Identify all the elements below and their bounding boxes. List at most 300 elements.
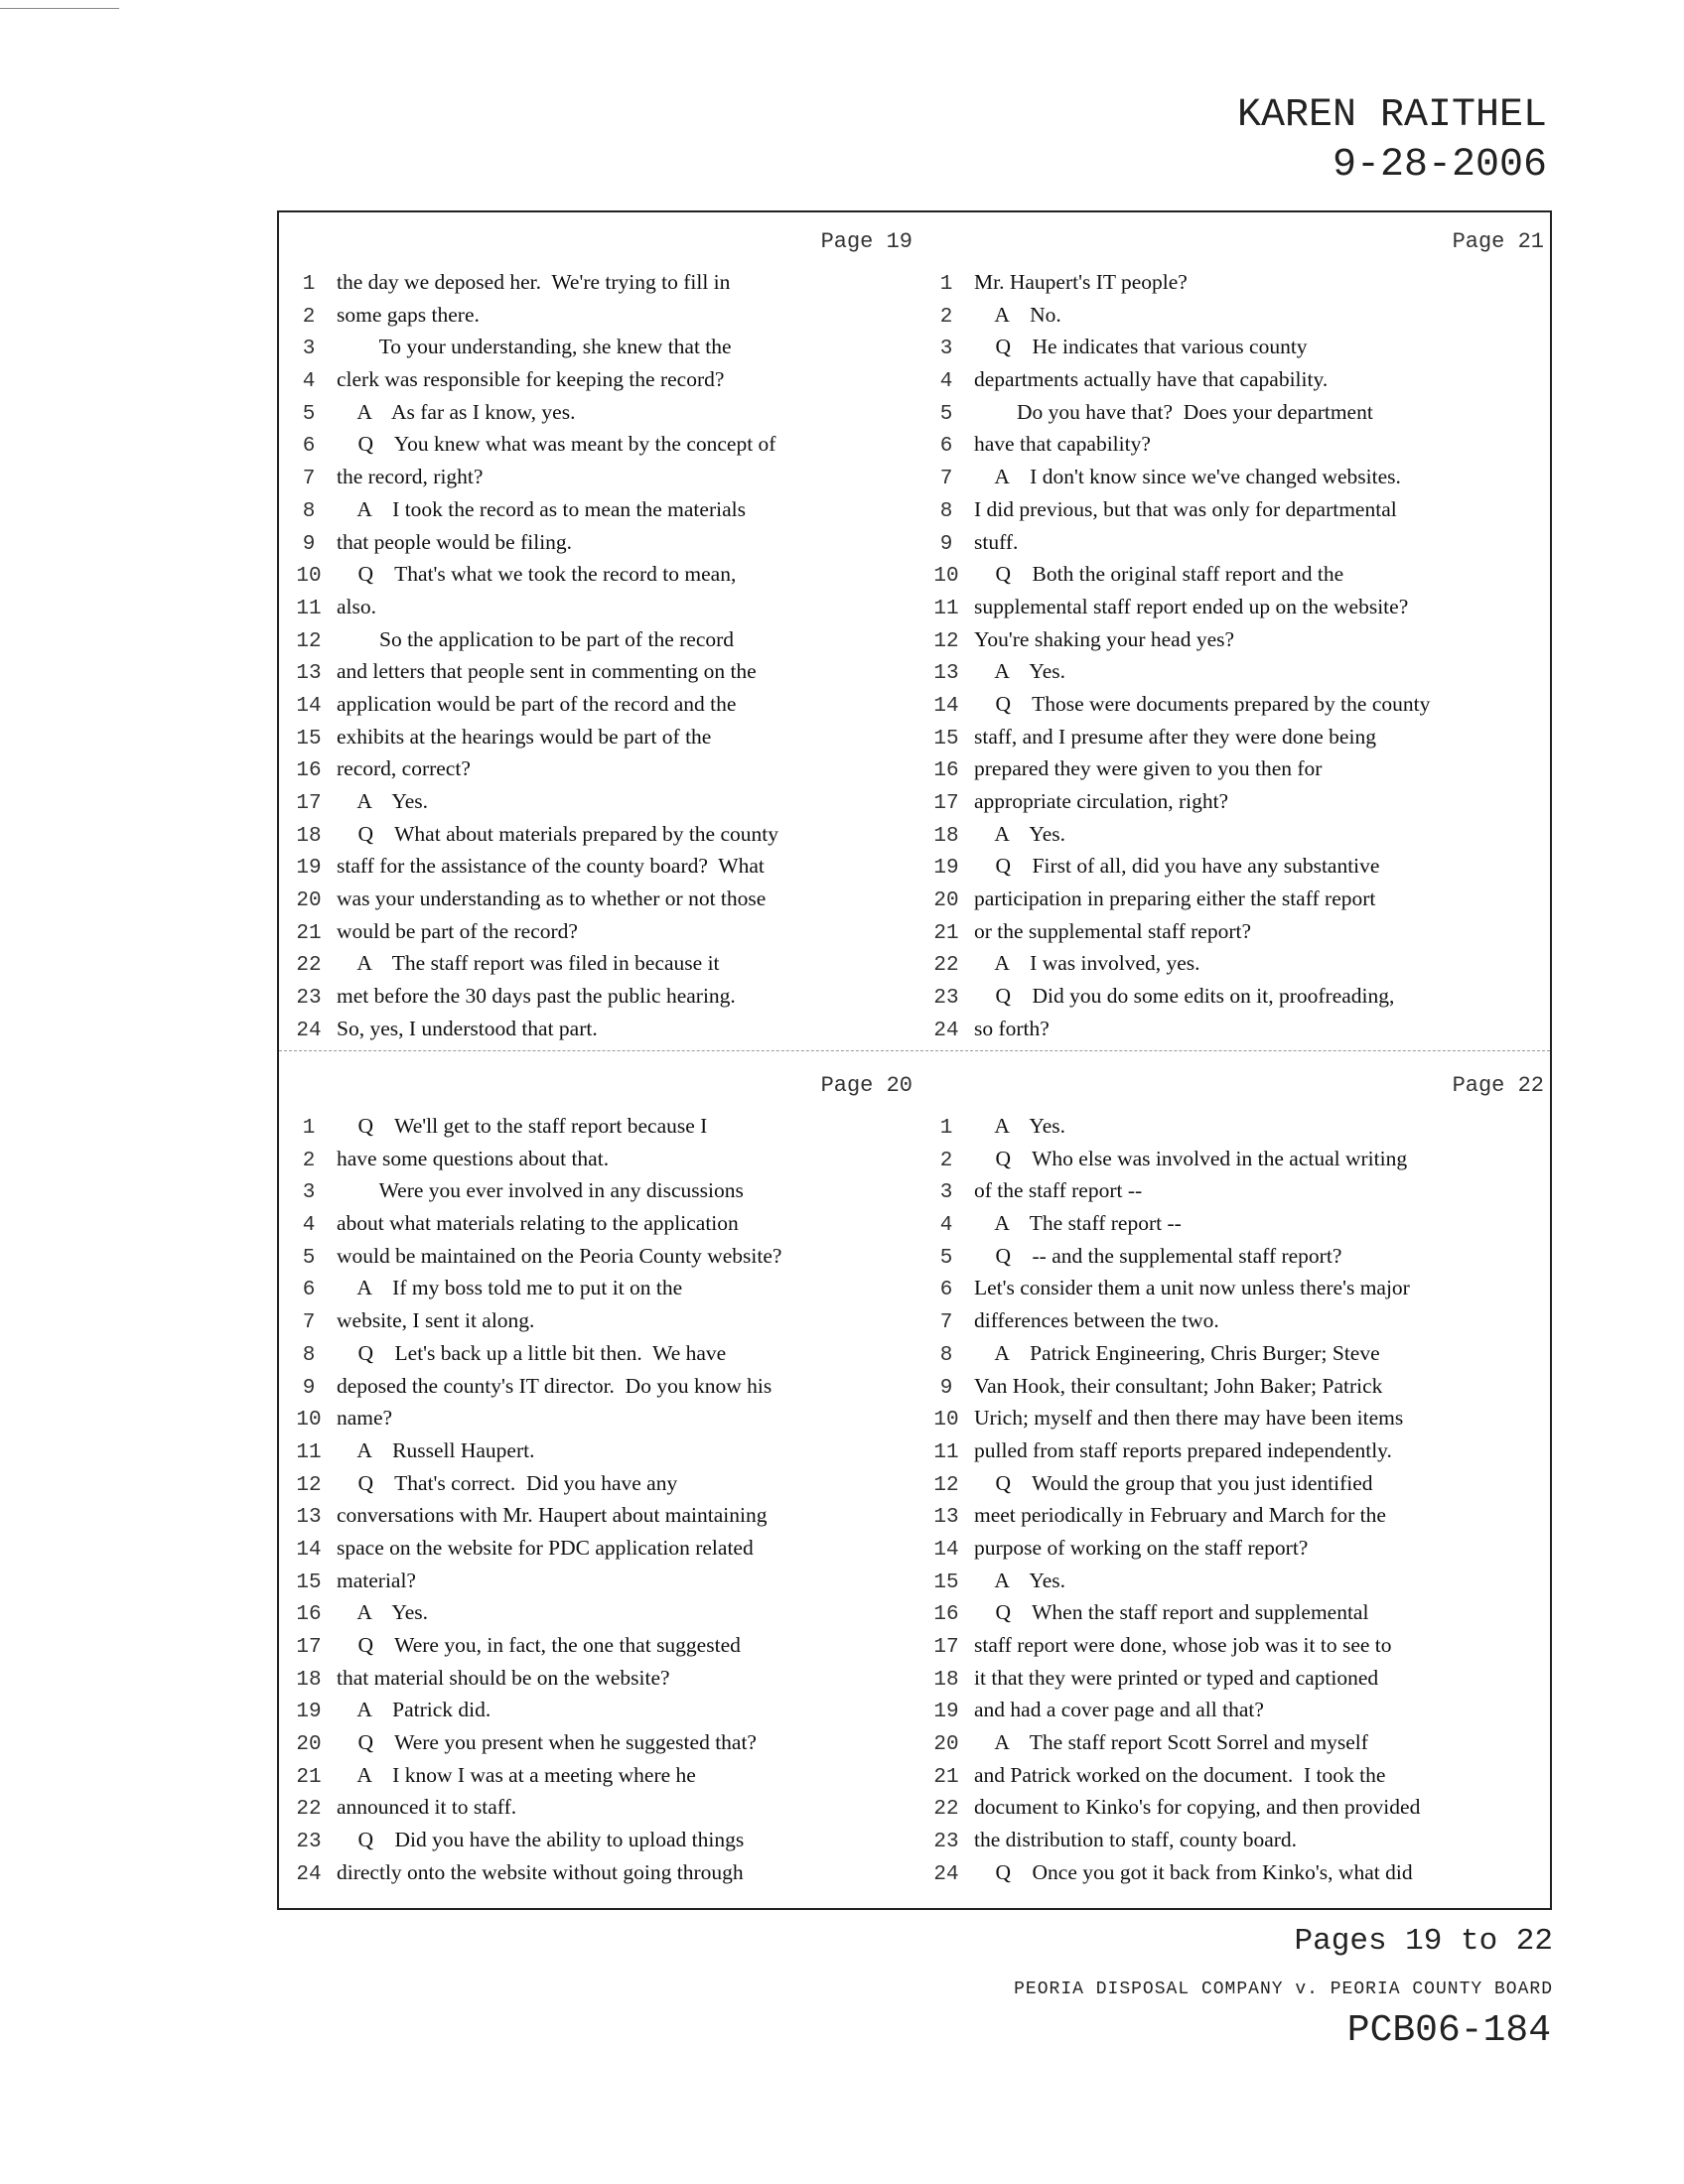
line-text: Q -- and the supplemental staff report? — [974, 1243, 1342, 1268]
line-number: 13 — [933, 1506, 959, 1530]
line-number: 1 — [939, 273, 953, 296]
page-label: Page 20 — [820, 1073, 912, 1098]
line-number: 7 — [302, 468, 316, 491]
transcript-line — [287, 270, 918, 303]
line-text: application would be part of the record and the — [337, 691, 737, 716]
line-number: 12 — [933, 629, 959, 653]
line-text: Q Those were documents prepared by the county — [974, 691, 1431, 716]
line-number: 2 — [302, 305, 316, 329]
transcript-line — [924, 1795, 1550, 1828]
transcript-line — [287, 1503, 918, 1536]
transcript-line — [924, 1633, 1550, 1666]
line-number: 6 — [939, 435, 953, 459]
line-text: A The staff report Scott Sorrel and myself — [974, 1730, 1368, 1755]
transcript-line — [287, 756, 918, 789]
line-number: 9 — [302, 1376, 316, 1400]
line-number: 20 — [296, 889, 322, 913]
line-number: 18 — [933, 1668, 959, 1692]
line-text: pulled from staff reports prepared independently. — [974, 1437, 1392, 1462]
line-text: Q Were you, in fact, the one that suggested — [337, 1633, 741, 1657]
line-text: meet periodically in February and March for the — [974, 1503, 1386, 1528]
line-number: 10 — [933, 1409, 959, 1433]
line-text: A Yes. — [974, 1114, 1066, 1138]
line-number: 3 — [939, 1181, 953, 1205]
transcript-frame — [277, 210, 1552, 1910]
line-number: 1 — [302, 1117, 316, 1140]
line-text: that material should be on the website? — [337, 1665, 670, 1690]
transcript-line — [287, 432, 918, 465]
line-number: 8 — [302, 1343, 316, 1367]
line-number: 10 — [296, 1409, 322, 1433]
line-number: 3 — [302, 1181, 316, 1205]
transcript-line — [924, 822, 1550, 855]
line-text: so forth? — [974, 1016, 1050, 1040]
transcript-line — [287, 1406, 918, 1438]
line-text: Q First of all, did you have any substantive — [974, 854, 1380, 879]
transcript-line — [287, 1017, 918, 1049]
line-number: 2 — [939, 1149, 953, 1172]
line-number: 13 — [296, 1506, 322, 1530]
transcript-line — [287, 1666, 918, 1699]
line-number: 16 — [933, 759, 959, 783]
line-text: A I know I was at a meeting where he — [337, 1762, 696, 1787]
line-number: 14 — [296, 1538, 322, 1562]
transcript-line — [287, 919, 918, 952]
line-number: 6 — [302, 435, 316, 459]
line-text: the distribution to staff, county board. — [974, 1828, 1298, 1852]
line-number: 4 — [939, 370, 953, 394]
line-number: 4 — [939, 1214, 953, 1238]
line-text: have that capability? — [974, 432, 1151, 457]
transcript-line — [287, 303, 918, 336]
transcript-line — [924, 692, 1550, 725]
line-number: 20 — [933, 889, 959, 913]
transcript-line — [287, 1374, 918, 1407]
case-caption: PEORIA DISPOSAL COMPANY v. PEORIA COUNTY BOARD — [1014, 1979, 1553, 1999]
line-text: name? — [337, 1406, 393, 1431]
line-number: 12 — [296, 1473, 322, 1497]
line-text: Q Both the original staff report and the — [974, 562, 1344, 587]
transcript-line — [924, 1471, 1550, 1504]
transcript-line — [924, 1600, 1550, 1633]
transcript-line — [287, 659, 918, 692]
deposition-date: 9-28-2006 — [1332, 143, 1547, 188]
line-text: of the staff report -- — [974, 1178, 1143, 1203]
transcript-page — [924, 1068, 1550, 1893]
line-number: 1 — [939, 1117, 953, 1140]
transcript-line — [287, 627, 918, 660]
transcript-line — [924, 854, 1550, 887]
line-text: record, correct? — [337, 756, 471, 781]
line-number: 8 — [302, 499, 316, 523]
transcript-line — [924, 562, 1550, 595]
transcript-line — [287, 1211, 918, 1244]
line-text: Q That's what we took the record to mean, — [337, 562, 737, 587]
transcript-line — [924, 659, 1550, 692]
transcript-line — [287, 1438, 918, 1471]
case-number: PCB06-184 — [1346, 2009, 1551, 2052]
line-text: Q When the staff report and supplemental — [974, 1600, 1369, 1625]
transcript-line — [287, 854, 918, 887]
line-number: 12 — [296, 629, 322, 653]
line-text: about what materials relating to the application — [337, 1211, 739, 1236]
transcript-line — [924, 725, 1550, 757]
line-number: 10 — [933, 565, 959, 589]
transcript-line — [924, 1828, 1550, 1860]
transcript-page — [924, 224, 1550, 1049]
transcript-line — [924, 303, 1550, 336]
line-text: Mr. Haupert's IT people? — [974, 270, 1188, 294]
line-text: A As far as I know, yes. — [337, 399, 576, 424]
line-text: and letters that people sent in commenting on the — [337, 659, 757, 684]
transcript-line — [924, 530, 1550, 563]
line-number: 24 — [296, 1019, 322, 1042]
transcript-line — [287, 1536, 918, 1569]
transcript-line — [924, 1244, 1550, 1277]
transcript-line — [287, 400, 918, 433]
line-number: 1 — [302, 273, 316, 296]
top-rule — [0, 8, 119, 9]
transcript-line — [287, 1471, 918, 1504]
page-label: Page 22 — [1452, 1073, 1544, 1098]
transcript-line — [287, 1114, 918, 1147]
transcript-line — [924, 1860, 1550, 1893]
transcript-line — [924, 432, 1550, 465]
line-text: Q What about materials prepared by the county — [337, 821, 778, 846]
line-number: 18 — [296, 824, 322, 848]
line-number: 15 — [933, 1570, 959, 1594]
line-text: staff report were done, whose job was it to see to — [974, 1633, 1392, 1657]
line-number: 21 — [933, 1765, 959, 1789]
line-number: 17 — [296, 792, 322, 815]
line-number: 18 — [933, 824, 959, 848]
line-text: it that they were printed or typed and captioned — [974, 1665, 1379, 1690]
transcript-line — [924, 1698, 1550, 1730]
page-label: Page 19 — [820, 229, 912, 254]
line-number: 4 — [302, 1214, 316, 1238]
line-text: Q We'll get to the staff report because I — [337, 1114, 708, 1138]
transcript-line — [287, 562, 918, 595]
line-text: Q Did you have the ability to upload things — [337, 1828, 745, 1852]
line-number: 5 — [939, 402, 953, 426]
transcript-line — [287, 1341, 918, 1374]
transcript-line — [924, 367, 1550, 400]
line-number: 23 — [933, 987, 959, 1011]
line-number: 2 — [939, 305, 953, 329]
transcript-line — [287, 497, 918, 530]
line-text: A I don't know since we've changed websites. — [974, 465, 1401, 489]
line-number: 16 — [933, 1603, 959, 1627]
line-number: 6 — [939, 1279, 953, 1302]
line-text: clerk was responsible for keeping the record? — [337, 367, 725, 392]
transcript-line — [924, 1178, 1550, 1211]
line-text: A If my boss told me to put it on the — [337, 1276, 683, 1300]
line-text: participation in preparing either the staff report — [974, 887, 1376, 911]
line-text: supplemental staff report ended up on the website? — [974, 594, 1409, 618]
transcript-line — [924, 951, 1550, 984]
line-text: met before the 30 days past the public hearing. — [337, 984, 736, 1009]
line-number: 11 — [296, 597, 322, 620]
transcript-line — [924, 1276, 1550, 1308]
line-number: 13 — [933, 662, 959, 686]
line-number: 3 — [939, 338, 953, 361]
deponent-name: KAREN RAITHEL — [1236, 93, 1547, 138]
transcript-line — [287, 1763, 918, 1796]
transcript-line — [287, 1308, 918, 1341]
line-text: A Yes. — [974, 821, 1066, 846]
transcript-line — [287, 984, 918, 1017]
transcript-line — [924, 789, 1550, 822]
line-text: So, yes, I understood that part. — [337, 1016, 598, 1040]
line-text: deposed the county's IT director. Do you know his — [337, 1373, 772, 1398]
line-text: A Yes. — [974, 1568, 1066, 1592]
line-number: 7 — [302, 1311, 316, 1335]
line-number: 13 — [296, 662, 322, 686]
transcript-line — [924, 335, 1550, 367]
transcript-line — [924, 497, 1550, 530]
transcript-line — [924, 1017, 1550, 1049]
transcript-line — [287, 595, 918, 627]
line-number: 7 — [939, 468, 953, 491]
transcript-lines — [924, 270, 1550, 1049]
line-text: the day we deposed her. We're trying to fill in — [337, 270, 731, 294]
line-number: 15 — [296, 1570, 322, 1594]
line-number: 17 — [933, 1636, 959, 1659]
transcript-line — [924, 400, 1550, 433]
transcript-line — [924, 1308, 1550, 1341]
transcript-line — [287, 1730, 918, 1763]
transcript-line — [924, 1730, 1550, 1763]
line-text: A Russell Haupert. — [337, 1437, 535, 1462]
line-text: So the application to be part of the record — [337, 626, 735, 651]
line-number: 23 — [296, 1831, 322, 1854]
line-text: Q Did you do some edits on it, proofreading, — [974, 984, 1395, 1009]
line-number: 17 — [933, 792, 959, 815]
line-text: Q Once you got it back from Kinko's, what did — [974, 1859, 1413, 1884]
transcript-line — [924, 1438, 1550, 1471]
line-text: or the supplemental staff report? — [974, 918, 1252, 943]
transcript-line — [287, 530, 918, 563]
line-text: announced it to staff. — [337, 1795, 517, 1820]
line-text: A The staff report was filed in because it — [337, 951, 720, 976]
line-text: A The staff report -- — [974, 1211, 1182, 1236]
transcript-line — [287, 1178, 918, 1211]
transcript-line — [287, 692, 918, 725]
line-text: prepared they were given to you then for — [974, 756, 1323, 781]
transcript-line — [924, 984, 1550, 1017]
line-text: departments actually have that capability. — [974, 367, 1329, 392]
line-text: A No. — [974, 302, 1061, 327]
line-number: 9 — [939, 532, 953, 556]
transcript-line — [924, 1569, 1550, 1601]
transcript-line — [924, 627, 1550, 660]
line-text: document to Kinko's for copying, and then provided — [974, 1795, 1421, 1820]
transcript-line — [287, 1569, 918, 1601]
line-number: 8 — [939, 1343, 953, 1367]
line-text: A I took the record as to mean the materials — [337, 496, 746, 521]
line-text: Q Who else was involved in the actual writing — [974, 1146, 1408, 1170]
transcript-line — [287, 367, 918, 400]
transcript-lines — [287, 270, 918, 1049]
transcript-line — [287, 1600, 918, 1633]
transcript-lines — [287, 1114, 918, 1893]
transcript-line — [924, 1374, 1550, 1407]
line-text: exhibits at the hearings would be part of the — [337, 724, 712, 749]
transcript-line — [287, 1244, 918, 1277]
transcript-line — [287, 1147, 918, 1179]
line-number: 19 — [933, 1701, 959, 1724]
line-text: material? — [337, 1568, 416, 1592]
line-number: 22 — [296, 1798, 322, 1822]
transcript-line — [287, 887, 918, 919]
line-number: 8 — [939, 499, 953, 523]
line-text: directly onto the website without going through — [337, 1859, 744, 1884]
line-number: 23 — [296, 987, 322, 1011]
line-number: 19 — [296, 1701, 322, 1724]
line-number: 6 — [302, 1279, 316, 1302]
transcript-line — [287, 951, 918, 984]
line-number: 16 — [296, 759, 322, 783]
line-text: Q Were you present when he suggested that? — [337, 1730, 757, 1755]
line-number: 15 — [296, 727, 322, 751]
transcript-line — [287, 335, 918, 367]
line-number: 15 — [933, 727, 959, 751]
line-text: stuff. — [974, 529, 1019, 554]
line-number: 12 — [933, 1473, 959, 1497]
line-text: To your understanding, she knew that the — [337, 335, 732, 359]
line-text: Van Hook, their consultant; John Baker; Patrick — [974, 1373, 1383, 1398]
transcript-line — [924, 1536, 1550, 1569]
transcript-line — [924, 1503, 1550, 1536]
line-text: purpose of working on the staff report? — [974, 1535, 1309, 1560]
line-text: Q Would the group that you just identified — [974, 1470, 1373, 1495]
line-text: and had a cover page and all that? — [974, 1698, 1264, 1722]
transcript-line — [924, 1147, 1550, 1179]
transcript-line — [924, 1763, 1550, 1796]
line-number: 2 — [302, 1149, 316, 1172]
line-text: Q He indicates that various county — [974, 335, 1308, 359]
page-divider — [279, 1050, 1550, 1051]
page-range: Pages 19 to 22 — [1294, 1924, 1553, 1959]
line-number: 7 — [939, 1311, 953, 1335]
line-text: Q Let's back up a little bit then. We have — [337, 1340, 727, 1365]
line-text: A Patrick Engineering, Chris Burger; Steve — [974, 1340, 1380, 1365]
line-text: that people would be filing. — [337, 529, 573, 554]
line-number: 11 — [933, 1440, 959, 1464]
line-number: 14 — [296, 694, 322, 718]
line-number: 24 — [296, 1862, 322, 1886]
transcript-line — [924, 1666, 1550, 1699]
line-text: Q You knew what was meant by the concept of — [337, 432, 776, 457]
line-number: 20 — [933, 1733, 959, 1757]
line-text: You're shaking your head yes? — [974, 626, 1235, 651]
line-number: 23 — [933, 1831, 959, 1854]
line-text: appropriate circulation, right? — [974, 789, 1229, 813]
line-number: 11 — [933, 597, 959, 620]
line-number: 9 — [302, 532, 316, 556]
line-text: and Patrick worked on the document. I took the — [974, 1762, 1386, 1787]
transcript-line — [924, 1406, 1550, 1438]
transcript-line — [924, 595, 1550, 627]
transcript-line — [924, 756, 1550, 789]
line-number: 19 — [296, 857, 322, 881]
line-text: some gaps there. — [337, 302, 480, 327]
transcript-line — [287, 1860, 918, 1893]
page-label: Page 21 — [1452, 229, 1544, 254]
line-number: 10 — [296, 565, 322, 589]
line-number: 24 — [933, 1019, 959, 1042]
line-number: 4 — [302, 370, 316, 394]
line-number: 21 — [296, 1765, 322, 1789]
line-text: A Yes. — [337, 789, 429, 813]
transcript-line — [924, 1341, 1550, 1374]
line-text: conversations with Mr. Haupert about maintaining — [337, 1503, 768, 1528]
line-text: the record, right? — [337, 465, 484, 489]
line-number: 22 — [933, 954, 959, 978]
line-number: 21 — [933, 921, 959, 945]
transcript-line — [924, 1211, 1550, 1244]
transcript-line — [287, 822, 918, 855]
line-text: Q That's correct. Did you have any — [337, 1470, 678, 1495]
line-number: 16 — [296, 1603, 322, 1627]
line-text: Do you have that? Does your department — [974, 399, 1373, 424]
line-number: 20 — [296, 1733, 322, 1757]
transcript-line — [287, 1795, 918, 1828]
transcript-line — [924, 919, 1550, 952]
line-text: Let's consider them a unit now unless there's major — [974, 1276, 1410, 1300]
transcript-page — [287, 1068, 918, 1893]
line-text: A Yes. — [974, 659, 1066, 684]
deponent-header — [1237, 91, 1547, 191]
transcript-page — [287, 224, 918, 1049]
line-number: 5 — [302, 1246, 316, 1270]
transcript-line — [924, 465, 1550, 497]
line-text: differences between the two. — [974, 1308, 1219, 1333]
line-text: space on the website for PDC application related — [337, 1535, 754, 1560]
line-number: 19 — [933, 857, 959, 881]
line-number: 11 — [296, 1440, 322, 1464]
line-number: 17 — [296, 1636, 322, 1659]
transcript-line — [287, 725, 918, 757]
transcript-line — [924, 1114, 1550, 1147]
line-number: 21 — [296, 921, 322, 945]
line-text: A Patrick did. — [337, 1698, 491, 1722]
transcript-line — [287, 465, 918, 497]
transcript-line — [287, 1698, 918, 1730]
line-number: 5 — [302, 402, 316, 426]
line-text: also. — [337, 594, 377, 618]
line-text: have some questions about that. — [337, 1146, 610, 1170]
transcript-line — [924, 887, 1550, 919]
line-number: 22 — [296, 954, 322, 978]
transcript-line — [287, 1828, 918, 1860]
line-number: 24 — [933, 1862, 959, 1886]
line-number: 9 — [939, 1376, 953, 1400]
transcript-lines — [924, 1114, 1550, 1893]
line-text: A I was involved, yes. — [974, 951, 1200, 976]
line-number: 3 — [302, 338, 316, 361]
line-text: was your understanding as to whether or not those — [337, 887, 767, 911]
line-number: 14 — [933, 694, 959, 718]
line-text: A Yes. — [337, 1600, 429, 1625]
line-text: Urich; myself and then there may have been items — [974, 1406, 1404, 1431]
transcript-line — [287, 789, 918, 822]
line-text: staff, and I presume after they were done being — [974, 724, 1376, 749]
line-text: website, I sent it along. — [337, 1308, 535, 1333]
line-text: would be maintained on the Peoria County website? — [337, 1243, 782, 1268]
transcript-line — [287, 1276, 918, 1308]
line-text: Were you ever involved in any discussions — [337, 1178, 744, 1203]
